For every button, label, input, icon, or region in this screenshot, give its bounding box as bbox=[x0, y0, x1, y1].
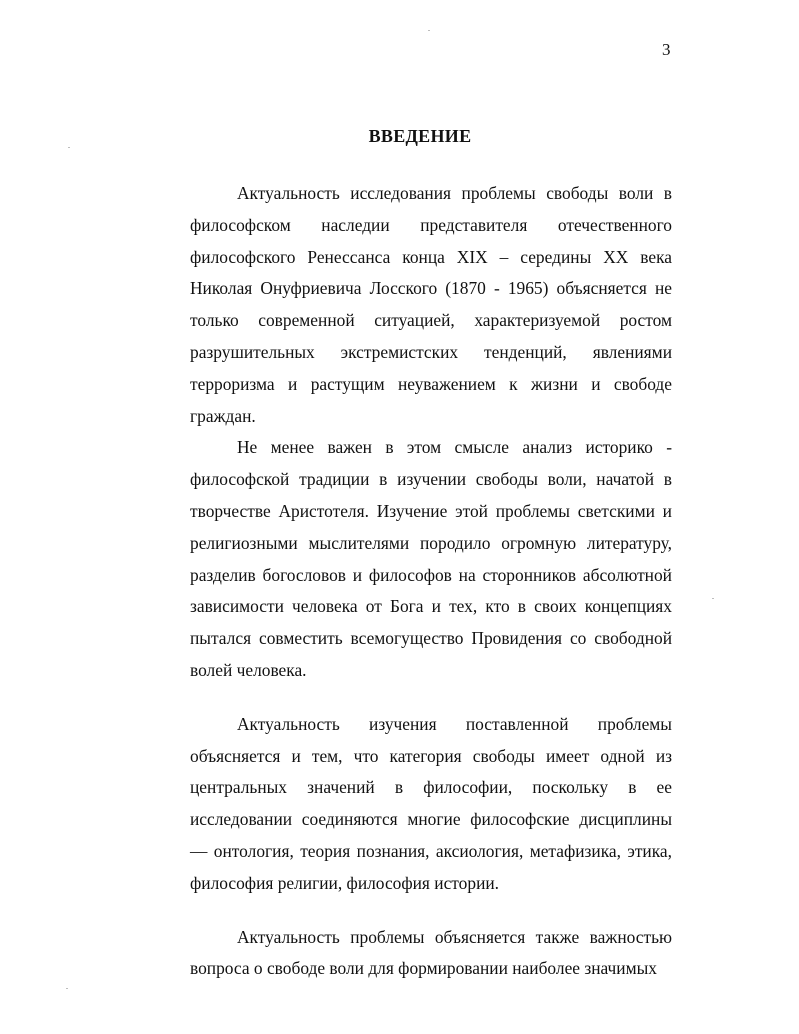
scan-speck bbox=[428, 30, 430, 31]
paragraph: Актуальность проблемы объясняется также важностью вопроса о свободе воли для формировании наиболее значимых bbox=[190, 926, 672, 979]
page-number: 3 bbox=[662, 40, 671, 59]
paragraph: Актуальность исследования проблемы свободы воли в философском наследии представителя отечественного философского Ренессанса конца XIX – середины XX века Николая Онуфриевича Лосского (1870 - 1965) объясняется не только современной ситуацией, характеризуемой ростом разрушительных экстремистских тенденций, явлениями терроризма и растущим неуважением к жизни и свободе граждан. bbox=[190, 183, 672, 426]
paragraph: Актуальность изучения поставленной проблемы объясняется и тем, что категория свободы имеет одной из центральных значений в философии, поскольку в ее исследовании соединяются многие философские дисциплины — онтология, теория познания, аксиология, метафизика, этика, философия религии, философия истории. bbox=[190, 713, 672, 893]
scan-speck bbox=[712, 598, 714, 599]
page-title: ВВЕДЕНИЕ bbox=[368, 126, 472, 146]
paragraph: Не менее важен в этом смысле анализ историко - философской традиции в изучении свободы воли, начатой в творчестве Аристотеля. Изучение этой проблемы светскими и религиозными мыслителями породило огромную литературу, разделив богословов и философов на сторонников абсолютной зависимости человека от Бога и тех, кто в своих концепциях пытался совместить всемогущество Провидения со свободной волей человека. bbox=[190, 437, 672, 680]
scan-speck bbox=[68, 147, 70, 148]
body-text bbox=[190, 178, 672, 985]
scan-speck bbox=[66, 988, 68, 989]
